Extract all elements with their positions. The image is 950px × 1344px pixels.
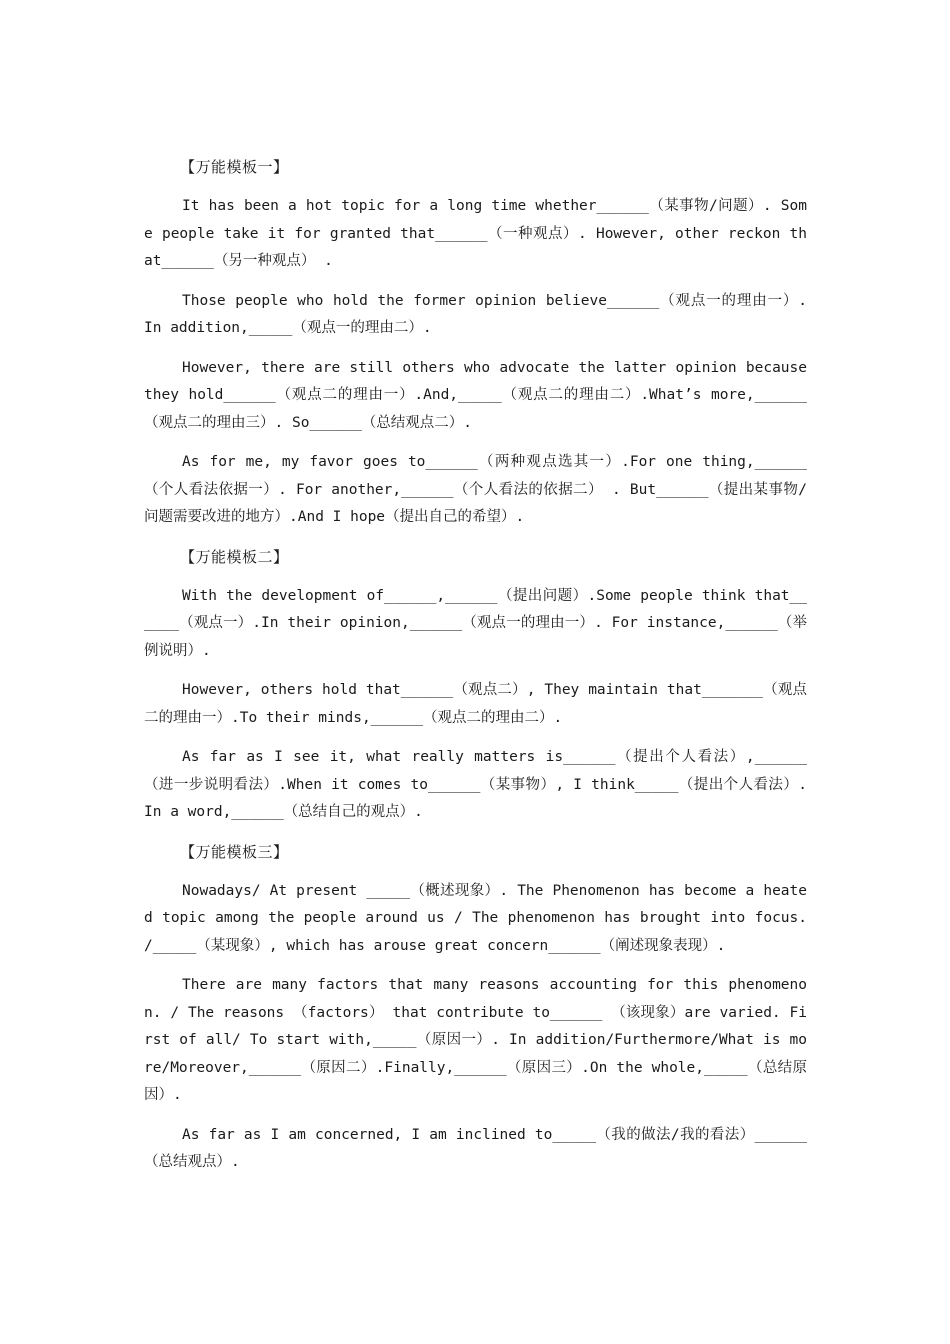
template-section-1 (144, 154, 807, 532)
paragraph: Nowadays/ At present _____（概述现象）. The Phenomenon has become a heated topic among the people around us / The phenomenon has brought into focus. /_____（某现象）, which has arouse great concern______（阐述现象表现）. (144, 882, 807, 954)
paragraph: Those people who hold the former opinion believe______（观点一的理由一）. In addition,_____（观点一的理由二）. (144, 292, 807, 336)
section-heading: 【万能模板二】 (180, 547, 289, 566)
paragraph: As for me, my favor goes to______（两种观点选其一）.For one thing,______（个人看法依据一）. For another,______（个人看法的依据二） . But______（提出某事物/问题需要改进的地方）.And I hope（提出自己的希望）. (144, 454, 807, 525)
section-heading: 【万能模板一】 (180, 158, 289, 176)
paragraph: However, others hold that______（观点二）, They maintain that_______（观点二的理由一）.To their minds,______（观点二的理由二）. (144, 682, 807, 726)
template-section-2 (144, 544, 807, 827)
paragraph: There are many factors that many reasons accounting for this phenomenon. / The reasons （factors） that contribute to______ （该现象）are varied. First of all/ To start with,_____（原因一）. In addition/Furthermore/What is more/Moreover,______（原因二）.Finally,______（原因三）.On the whole,_____（总结原因）. (144, 977, 807, 1103)
paragraph: With the development of______,______（提出问题）.Some people think that______（观点一）.In their opinion,______（观点一的理由一）. For instance,______（举例说明）. (144, 587, 807, 659)
paragraph: It has been a hot topic for a long time whether______（某事物/问题）. Some people take it for granted that______（一种观点）. However, other reckon that______（另一种观点） . (144, 198, 807, 269)
paragraph: As far as I see it, what really matters is______（提出个人看法）,______（进一步说明看法）.When it comes to______（某事物）, I think_____（提出个人看法）. In a word,______（总结自己的观点）. (144, 749, 807, 820)
paragraph: However, there are still others who advocate the latter opinion because they hold______（观点二的理由一）.And,_____（观点二的理由二）.What’s more,______（观点二的理由三）. So______（总结观点二）. (144, 359, 807, 431)
document-body (144, 154, 807, 1189)
section-heading: 【万能模板三】 (180, 842, 289, 861)
template-section-3 (144, 839, 807, 1177)
paragraph: As far as I am concerned, I am inclined to_____（我的做法/我的看法）______ （总结观点）. (144, 1126, 807, 1170)
